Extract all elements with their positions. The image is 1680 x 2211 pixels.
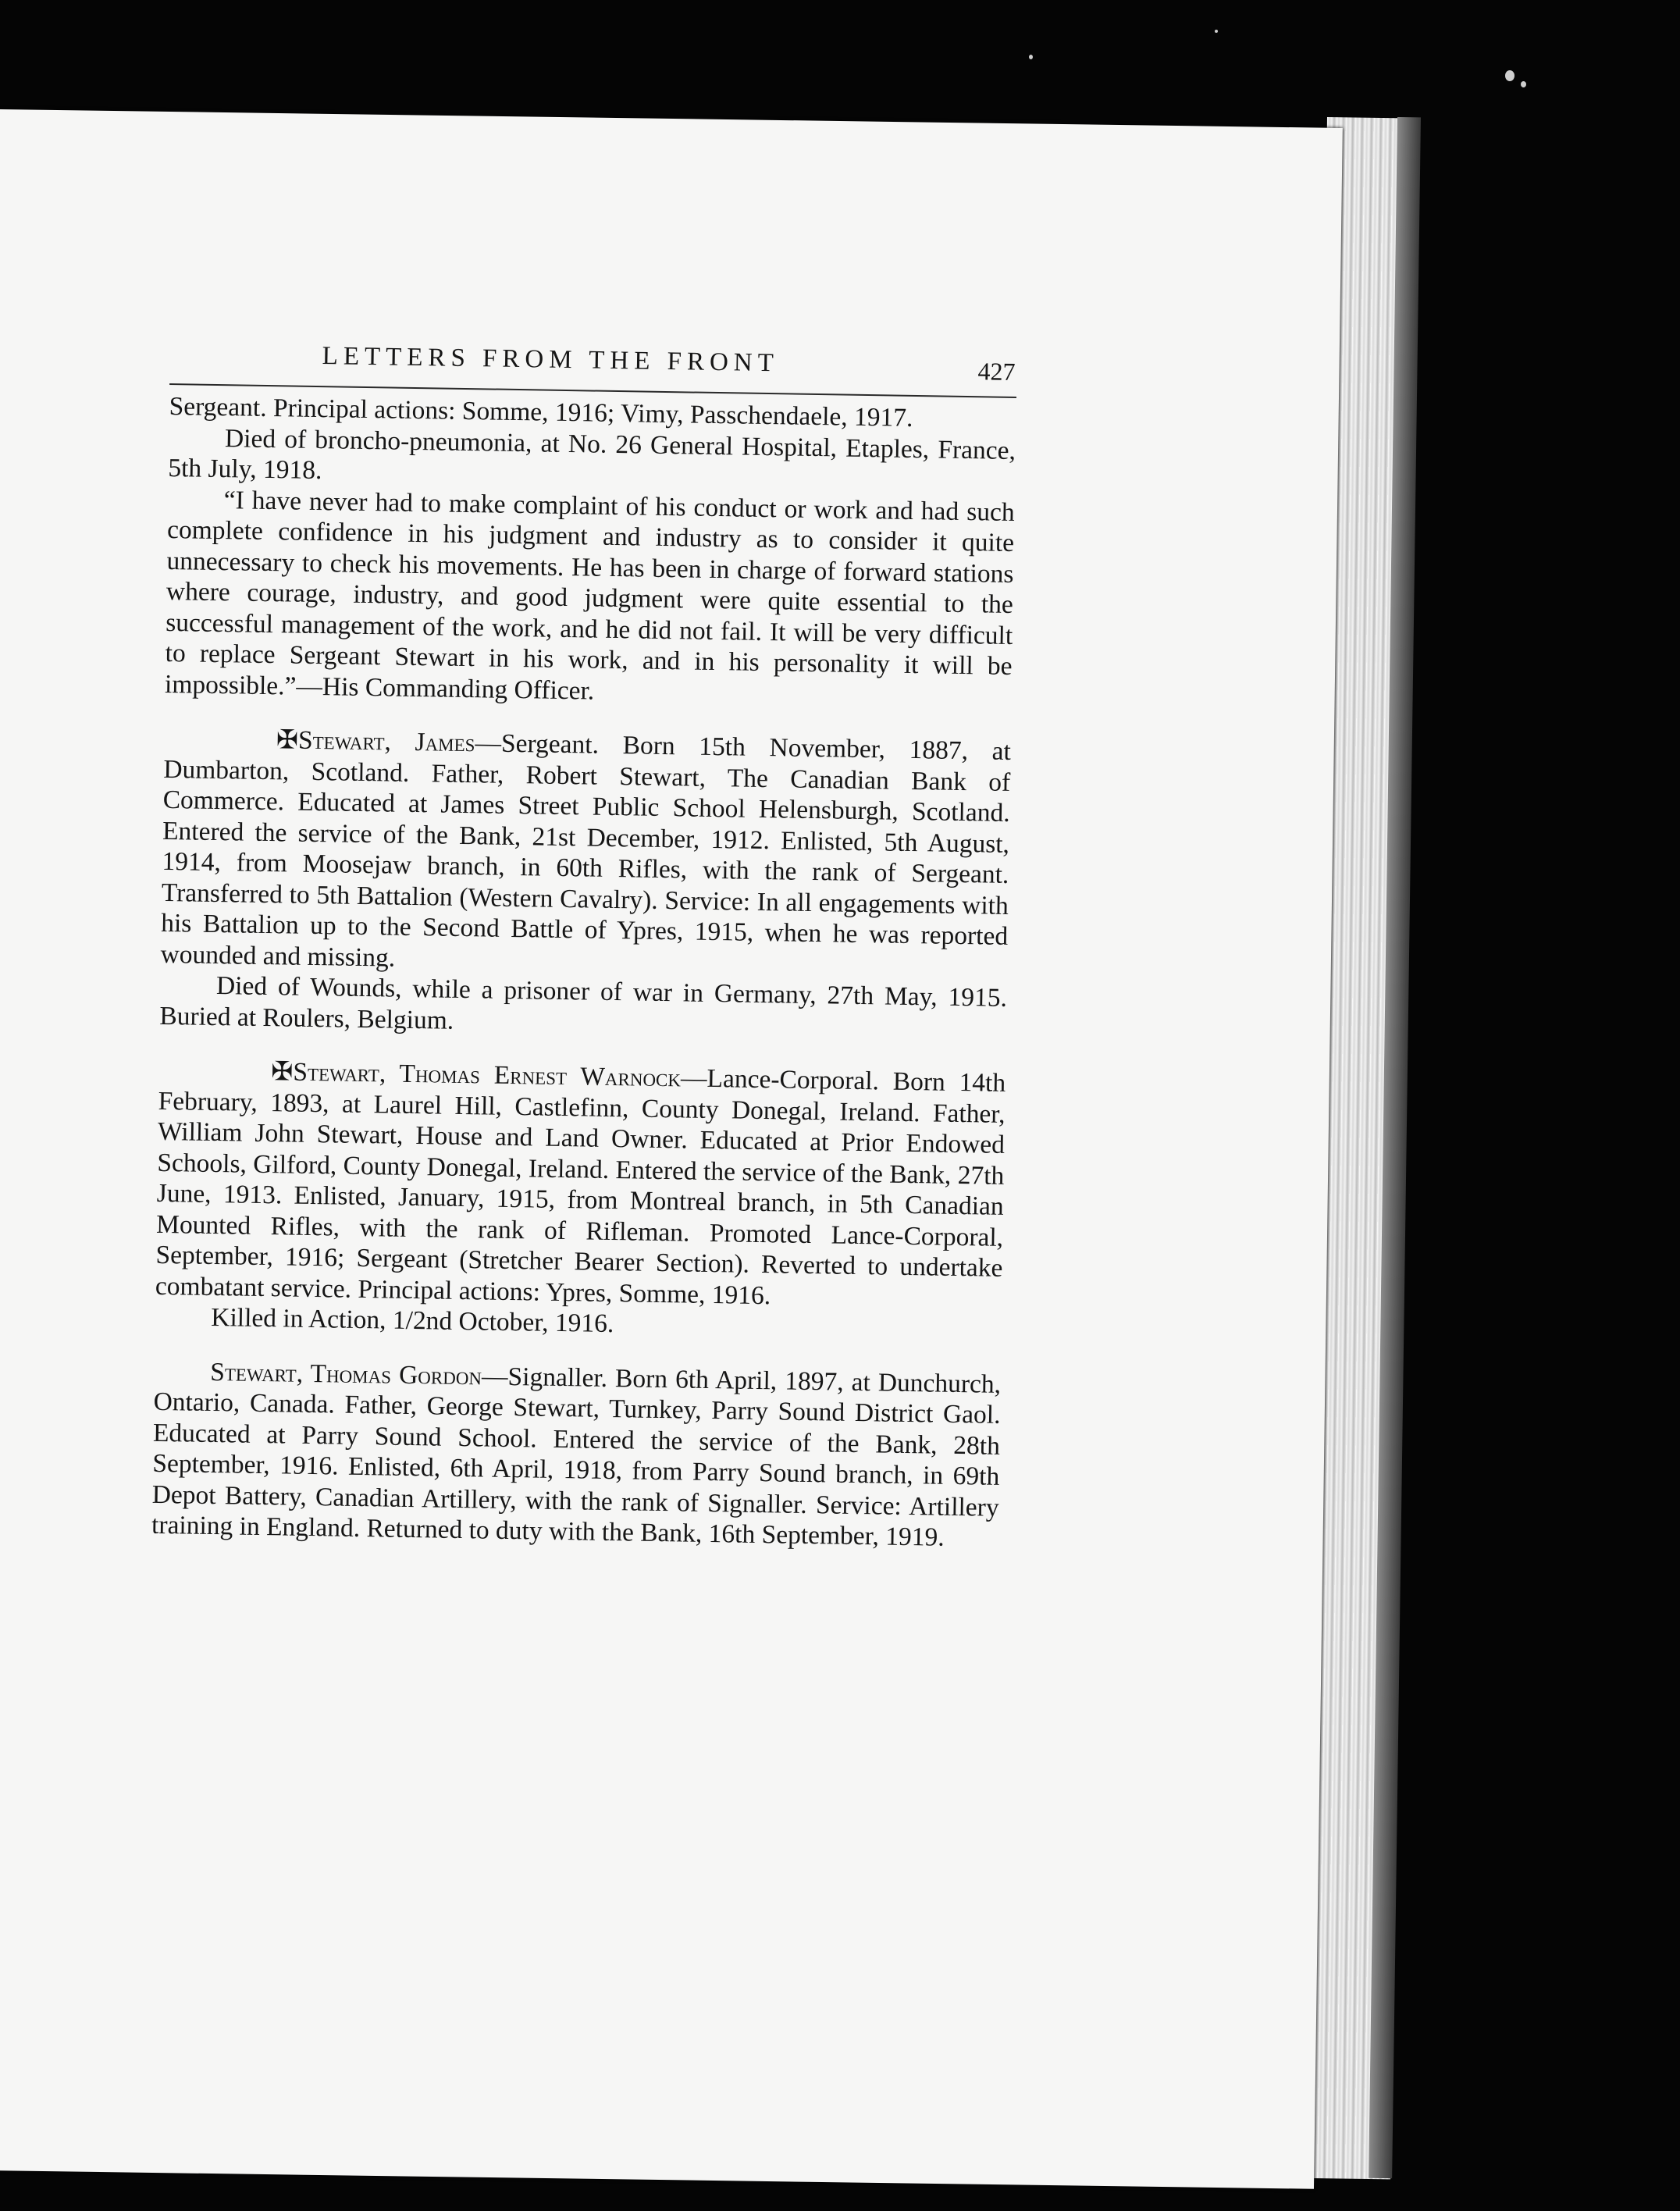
page-number: 427 xyxy=(977,357,1016,386)
entry-text: —Sergeant. Born 15th November, 1887, at Dumbarton, Scotland. Father, Robert Stewart, The Canadian Bank of Commerce. Educated at James Street Public School Helensburgh, Scotland. Entered the service of the Bank, 21st December, 1912. Enlisted, 5th August, 1914, from Moosejaw branch, in 60th Rifles, with the rank of Sergeant. Transferred to 5th Battalion (Western Cavalry). Service: In all engagements with his Battalion up to the Second Battle of Ypres, 1915, when he was reported wounded and missing. xyxy=(160,728,1012,973)
cross-mark-icon: ✠ xyxy=(270,1057,294,1087)
paragraph-text: “I have never had to make complaint of his conduct or work and had such complete confidence in his judgment and industry as to consider it quite unnecessary to check his movements. He has been in charge of forward stations where courage, industry, and good judgment were quite essential to the successful management of the work, and he did not fail. It will be very difficult to replace Sergeant Stewart in his work, and in his personality it will be impossible.”—His Commanding Officer. xyxy=(164,485,1015,706)
paragraph xyxy=(159,970,1007,1045)
quotation-paragraph xyxy=(165,483,1015,713)
body-text xyxy=(151,391,1016,1554)
paragraph-text: Died of broncho-pneumonia, at No. 26 General Hospital, Etaples, France, 5th July, 1918. xyxy=(168,423,1016,486)
running-title: LETTERS FROM THE FRONT xyxy=(322,342,780,378)
dust-speck xyxy=(1029,55,1033,59)
biography-entry xyxy=(151,1355,1002,1554)
biography-entry xyxy=(155,1055,1006,1315)
page-content xyxy=(151,340,1017,1554)
paragraph-text: Died of Wounds, while a prisoner of war in Germany, 27th May, 1915. Buried at Roulers, Belgium. xyxy=(159,971,1008,1035)
entry-name: Stewart, Thomas Ernest Warnock xyxy=(293,1057,682,1093)
paragraph-text: Killed in Action, 1/2nd October, 1916. xyxy=(211,1302,614,1339)
entry-text: —Lance-Corporal. Born 14th February, 1893, at Laurel Hill, Castlefinn, County Donegal, Ireland. Father, William John Stewart, House and Land Owner. Educated at Prior Endowed Schools, Gilford, County Donegal, Ireland. Entered the service of the Bank, 27th June, 1913. Enlisted, January, 1915, from Montreal branch, in 5th Canadian Mounted Rifles, with the rank of Rifleman. Promoted Lance-Corporal, September, 1916; Sergeant (Stretcher Bearer Section). Reverted to undertake combatant service. Principal actions: Ypres, Somme, 1916. xyxy=(155,1063,1006,1310)
dust-speck xyxy=(1505,70,1514,81)
dust-speck xyxy=(1215,30,1218,33)
dust-speck xyxy=(1521,81,1526,87)
entry-name: Stewart, Thomas Gordon xyxy=(209,1357,482,1390)
entry-name: Stewart, James xyxy=(297,725,475,758)
entry-text: —Signaller. Born 6th April, 1897, at Dunchurch, Ontario, Canada. Father, George Stewart, Turnkey, Parry Sound District Gaol. Educated at Parry Sound School. Entered the service of the Bank, 28th September, 1916. Enlisted, 6th April, 1918, from Parry Sound branch, in 69th Depot Battery, Canadian Artillery, with the rank of Signaller. Service: Artillery training in England. Returned to duty with the Bank, 16th September, 1919. xyxy=(151,1361,1002,1552)
biography-entry xyxy=(160,723,1011,983)
paragraph-text: Sergeant. Principal actions: Somme, 1916; Vimy, Passchendaele, 1917. xyxy=(169,391,913,433)
cross-mark-icon: ✠ xyxy=(276,725,299,755)
